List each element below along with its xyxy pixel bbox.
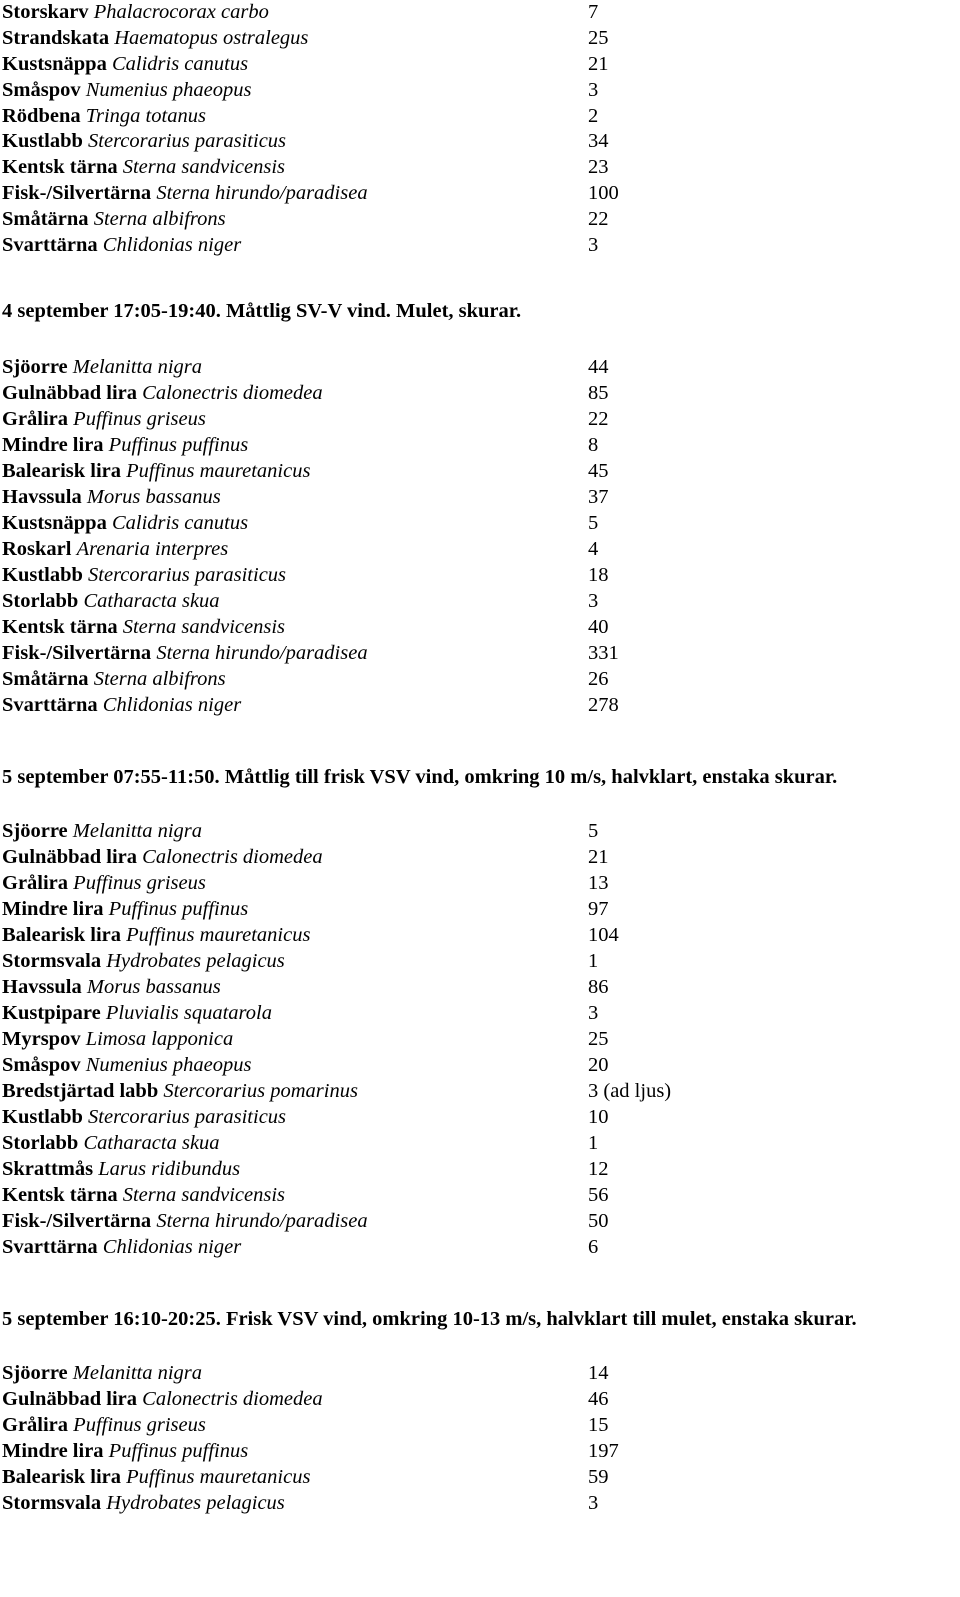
species-common-name: Sjöorre	[2, 1361, 68, 1384]
species-common-name: Gulnäbbad lira	[2, 381, 138, 404]
species-row	[2, 1465, 952, 1491]
species-count: 7	[588, 1, 599, 23]
section-3	[2, 819, 952, 1261]
species-count: 3	[588, 78, 599, 101]
species-row	[2, 949, 952, 975]
species-count: 25	[588, 26, 609, 49]
species-common-name: Grålira	[2, 407, 69, 430]
species-common-name: Kustsnäppa	[2, 52, 107, 75]
species-common-name: Mindre lira	[2, 897, 104, 920]
species-row	[2, 1157, 952, 1183]
species-row	[2, 845, 952, 871]
species-row	[2, 433, 952, 459]
species-count: 197	[588, 1439, 619, 1462]
species-count: 13	[588, 871, 609, 894]
species-common-name: Kustpipare	[2, 1001, 101, 1024]
species-common-name: Kentsk tärna	[2, 1183, 118, 1206]
species-count: 25	[588, 1027, 609, 1050]
species-count: 2	[588, 104, 599, 127]
section-heading: 5 september 07:55-11:50. Måttlig till frisk VSV vind, omkring 10 m/s, halvklart, enstaka skurar.	[2, 765, 838, 788]
species-common-name: Fisk-/Silvertärna	[2, 182, 152, 205]
species-row	[2, 537, 952, 563]
species-row	[2, 897, 952, 923]
species-common-name: Roskarl	[2, 537, 72, 560]
species-row	[2, 1053, 952, 1079]
species-row	[2, 1001, 952, 1027]
species-scientific-name: Morus bassanus	[86, 975, 221, 998]
species-count: 14	[588, 1361, 609, 1384]
species-common-name: Stormsvala	[2, 1491, 102, 1514]
species-common-name: Bredstjärtad labb	[2, 1079, 159, 1102]
species-common-name: Stormsvala	[2, 949, 102, 972]
species-row	[2, 407, 952, 433]
species-common-name: Kustlabb	[2, 563, 83, 586]
species-row	[2, 1027, 952, 1053]
species-scientific-name: Stercorarius parasiticus	[88, 1105, 287, 1128]
species-scientific-name: Tringa totanus	[85, 104, 206, 127]
species-common-name: Sjöorre	[2, 819, 68, 842]
species-row	[2, 563, 952, 589]
species-common-name: Kustsnäppa	[2, 511, 107, 534]
species-scientific-name: Haematopus ostralegus	[114, 26, 309, 49]
species-row	[2, 233, 952, 259]
species-scientific-name: Sterna sandvicensis	[122, 156, 286, 179]
species-count: 37	[588, 485, 609, 508]
section-4	[2, 1361, 952, 1517]
species-common-name: Skrattmås	[2, 1157, 94, 1180]
species-count: 1	[588, 949, 599, 972]
species-scientific-name: Puffinus puffinus	[108, 433, 249, 456]
species-count: 21	[588, 52, 609, 75]
species-row	[2, 355, 952, 381]
section-2	[2, 355, 952, 719]
species-count: 10	[588, 1105, 609, 1128]
species-count: 44	[588, 355, 609, 378]
spacer	[2, 259, 952, 299]
species-count: 40	[588, 615, 609, 638]
species-common-name: Svarttärna	[2, 693, 98, 716]
species-row	[2, 1131, 952, 1157]
species-count: 3	[588, 589, 599, 612]
species-common-name: Fisk-/Silvertärna	[2, 641, 152, 664]
spacer	[2, 719, 952, 765]
species-scientific-name: Hydrobates pelagicus	[106, 1491, 285, 1514]
species-common-name: Myrspov	[2, 1027, 81, 1050]
species-row	[2, 667, 952, 693]
species-row	[2, 693, 952, 719]
species-scientific-name: Pluvialis squatarola	[105, 1001, 272, 1024]
species-row	[2, 1105, 952, 1131]
species-row	[2, 381, 952, 407]
species-row	[2, 26, 952, 52]
species-count: 86	[588, 975, 609, 998]
species-row	[2, 1387, 952, 1413]
species-scientific-name: Larus ridibundus	[98, 1157, 241, 1180]
species-common-name: Småtärna	[2, 208, 89, 231]
species-scientific-name: Chlidonias niger	[102, 1235, 242, 1258]
document-page	[2, 0, 952, 1517]
species-common-name: Grålira	[2, 1413, 69, 1436]
species-common-name: Storlabb	[2, 589, 79, 612]
species-count: 3 (ad ljus)	[588, 1079, 672, 1102]
species-scientific-name: Melanitta nigra	[72, 355, 203, 378]
species-row	[2, 155, 952, 181]
species-scientific-name: Puffinus griseus	[73, 1413, 206, 1436]
species-scientific-name: Calonectris diomedea	[142, 845, 323, 868]
species-scientific-name: Stercorarius parasiticus	[88, 563, 287, 586]
species-common-name: Mindre lira	[2, 1439, 104, 1462]
species-scientific-name: Numenius phaeopus	[85, 1053, 252, 1076]
species-common-name: Balearisk lira	[2, 1465, 122, 1488]
species-row	[2, 485, 952, 511]
species-scientific-name: Calidris canutus	[111, 511, 249, 534]
species-scientific-name: Sterna hirundo/paradisea	[156, 641, 368, 664]
species-row	[2, 511, 952, 537]
species-count: 4	[588, 537, 599, 560]
species-scientific-name: Puffinus griseus	[73, 871, 206, 894]
species-count: 8	[588, 433, 599, 456]
species-count: 3	[588, 1491, 599, 1514]
spacer	[2, 1261, 952, 1307]
species-row	[2, 871, 952, 897]
species-count: 15	[588, 1413, 609, 1436]
species-scientific-name: Sterna hirundo/paradisea	[156, 182, 368, 205]
species-common-name: Storlabb	[2, 1131, 79, 1154]
species-scientific-name: Sterna sandvicensis	[122, 615, 286, 638]
species-count: 50	[588, 1209, 609, 1232]
species-count: 18	[588, 563, 609, 586]
species-scientific-name: Puffinus mauretanicus	[126, 923, 311, 946]
species-count: 20	[588, 1053, 609, 1076]
species-row	[2, 615, 952, 641]
species-count: 26	[588, 667, 609, 690]
species-common-name: Grålira	[2, 871, 69, 894]
species-common-name: Småspov	[2, 1053, 81, 1076]
species-row	[2, 207, 952, 233]
species-count: 85	[588, 381, 609, 404]
species-scientific-name: Numenius phaeopus	[85, 78, 252, 101]
species-common-name: Småtärna	[2, 667, 89, 690]
spacer	[2, 1333, 952, 1361]
species-scientific-name: Hydrobates pelagicus	[106, 949, 285, 972]
species-common-name: Strandskata	[2, 26, 110, 49]
species-common-name: Gulnäbbad lira	[2, 1387, 138, 1410]
species-row	[2, 0, 952, 26]
species-common-name: Balearisk lira	[2, 923, 122, 946]
species-row	[2, 104, 952, 130]
species-count: 5	[588, 511, 599, 534]
species-count: 278	[588, 693, 619, 716]
species-row	[2, 1235, 952, 1261]
section-1	[2, 0, 952, 259]
species-common-name: Balearisk lira	[2, 459, 122, 482]
species-row	[2, 975, 952, 1001]
species-count: 97	[588, 897, 609, 920]
species-scientific-name: Phalacrocorax carbo	[93, 1, 269, 23]
species-common-name: Svarttärna	[2, 1235, 98, 1258]
species-common-name: Kustlabb	[2, 130, 83, 153]
species-scientific-name: Puffinus mauretanicus	[126, 459, 311, 482]
species-common-name: Småspov	[2, 78, 81, 101]
species-common-name: Fisk-/Silvertärna	[2, 1209, 152, 1232]
species-row	[2, 589, 952, 615]
species-count: 5	[588, 819, 599, 842]
section-heading: 5 september 16:10-20:25. Frisk VSV vind, omkring 10-13 m/s, halvklart till mulet, enstaka skurar.	[2, 1307, 857, 1330]
species-count: 1	[588, 1131, 599, 1154]
species-row	[2, 1183, 952, 1209]
species-count: 3	[588, 234, 599, 257]
species-scientific-name: Sterna hirundo/paradisea	[156, 1209, 368, 1232]
species-common-name: Svarttärna	[2, 234, 98, 257]
species-row	[2, 1361, 952, 1387]
species-scientific-name: Catharacta skua	[83, 589, 220, 612]
species-scientific-name: Stercorarius parasiticus	[88, 130, 287, 153]
species-scientific-name: Calonectris diomedea	[142, 381, 323, 404]
species-count: 23	[588, 156, 609, 179]
spacer	[2, 791, 952, 819]
species-common-name: Sjöorre	[2, 355, 68, 378]
species-count: 6	[588, 1235, 599, 1258]
species-count: 104	[588, 923, 619, 946]
species-scientific-name: Puffinus puffinus	[108, 1439, 249, 1462]
species-count: 21	[588, 845, 609, 868]
species-count: 59	[588, 1465, 609, 1488]
section-heading: 4 september 17:05-19:40. Måttlig SV-V vind. Mulet, skurar.	[2, 299, 522, 322]
species-count: 100	[588, 182, 619, 205]
species-row	[2, 52, 952, 78]
species-scientific-name: Puffinus griseus	[73, 407, 206, 430]
species-scientific-name: Sterna albifrons	[93, 667, 226, 690]
species-count: 34	[588, 130, 609, 153]
species-scientific-name: Morus bassanus	[86, 485, 221, 508]
species-common-name: Havssula	[2, 975, 82, 998]
species-scientific-name: Melanitta nigra	[72, 1361, 203, 1384]
species-common-name: Kentsk tärna	[2, 615, 118, 638]
species-count: 56	[588, 1183, 609, 1206]
species-count: 22	[588, 208, 609, 231]
species-row	[2, 1413, 952, 1439]
species-scientific-name: Catharacta skua	[83, 1131, 220, 1154]
species-row	[2, 1491, 952, 1517]
species-scientific-name: Limosa lapponica	[85, 1027, 234, 1050]
species-common-name: Kustlabb	[2, 1105, 83, 1128]
species-row	[2, 78, 952, 104]
species-count: 3	[588, 1001, 599, 1024]
species-row	[2, 459, 952, 485]
species-scientific-name: Calidris canutus	[111, 52, 249, 75]
species-scientific-name: Stercorarius pomarinus	[163, 1079, 358, 1102]
species-count: 45	[588, 459, 609, 482]
species-row	[2, 1209, 952, 1235]
species-common-name: Kentsk tärna	[2, 156, 118, 179]
species-common-name: Mindre lira	[2, 433, 104, 456]
species-row	[2, 129, 952, 155]
species-scientific-name: Sterna albifrons	[93, 208, 226, 231]
species-row	[2, 641, 952, 667]
species-scientific-name: Puffinus puffinus	[108, 897, 249, 920]
species-row	[2, 1439, 952, 1465]
species-scientific-name: Puffinus mauretanicus	[126, 1465, 311, 1488]
species-scientific-name: Chlidonias niger	[102, 693, 242, 716]
species-row	[2, 181, 952, 207]
species-common-name: Storskarv	[2, 1, 89, 23]
species-common-name: Rödbena	[2, 104, 81, 127]
species-scientific-name: Arenaria interpres	[76, 537, 229, 560]
species-row	[2, 1079, 952, 1105]
species-common-name: Havssula	[2, 485, 82, 508]
species-row	[2, 819, 952, 845]
species-count: 46	[588, 1387, 609, 1410]
species-scientific-name: Chlidonias niger	[102, 234, 242, 257]
species-scientific-name: Melanitta nigra	[72, 819, 203, 842]
species-common-name: Gulnäbbad lira	[2, 845, 138, 868]
species-count: 331	[588, 641, 619, 664]
species-scientific-name: Calonectris diomedea	[142, 1387, 323, 1410]
species-scientific-name: Sterna sandvicensis	[122, 1183, 286, 1206]
spacer	[2, 325, 952, 355]
species-count: 12	[588, 1157, 609, 1180]
species-row	[2, 923, 952, 949]
species-count: 22	[588, 407, 609, 430]
